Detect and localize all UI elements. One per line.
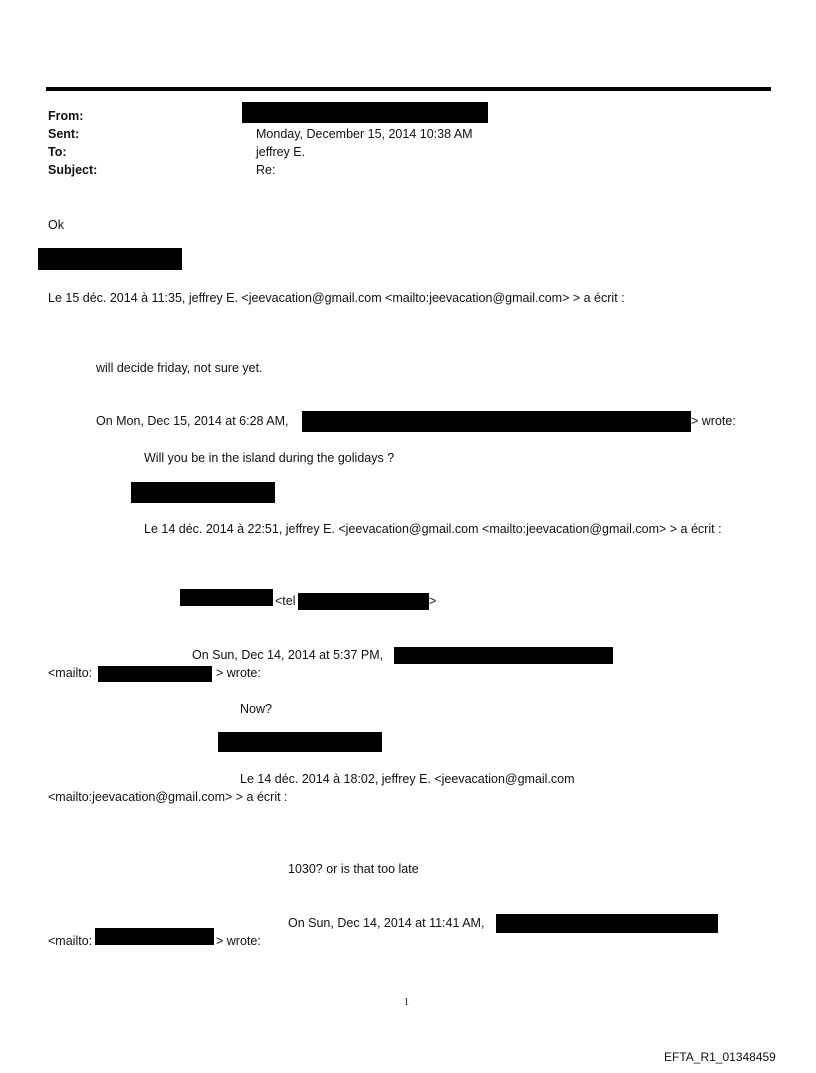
signature-redaction-2 [131,482,275,503]
signature-redaction-3 [218,732,382,752]
sent-label: Sent: [48,127,80,141]
mailto-redaction-4 [98,666,212,682]
document-id: EFTA_R1_01348459 [664,1050,776,1064]
quote-intro-2-wrote: > wrote: [691,414,736,428]
tel-redaction [298,593,429,610]
quote-intro-6-wrote: > wrote: [216,934,261,948]
to-value: jeffrey E. [256,145,306,159]
tel-suffix: > [429,594,437,608]
quote-intro-5-line1: Le 14 déc. 2014 à 18:02, jeffrey E. <jeevacation@gmail.com [240,772,575,786]
from-label: From: [48,109,84,123]
quote-intro-6-mailto: <mailto: [48,934,93,948]
quote-intro-3: Le 14 déc. 2014 à 22:51, jeffrey E. <jeevacation@gmail.com <mailto:jeevacation@gmail.com> > a écrit : [144,522,722,536]
tel-prefix: <tel [275,594,296,608]
quote-intro-4-mailto: <mailto: [48,666,93,680]
mailto-redaction-6 [95,928,214,945]
quote-intro-5-line2: <mailto:jeevacation@gmail.com> > a écrit : [48,790,288,804]
message-now: Now? [240,702,272,716]
subject-label: Subject: [48,163,98,177]
message-1030: 1030? or is that too late [288,862,419,876]
name-redaction [180,589,273,606]
quote-intro-2: On Mon, Dec 15, 2014 at 6:28 AM, [96,414,289,428]
to-label: To: [48,145,67,159]
message-island: Will you be in the island during the golidays ? [144,451,395,465]
quote-intro-1: Le 15 déc. 2014 à 11:35, jeffrey E. <jeevacation@gmail.com <mailto:jeevacation@gmail.com> > a écrit : [48,291,625,305]
sender-redaction-6 [496,914,718,933]
reply-text: Ok [48,218,64,232]
quote-intro-4-wrote: > wrote: [216,666,261,680]
quote-intro-4: On Sun, Dec 14, 2014 at 5:37 PM, [192,648,384,662]
signature-redaction [38,248,182,270]
sent-value: Monday, December 15, 2014 10:38 AM [256,127,473,141]
quote-intro-6: On Sun, Dec 14, 2014 at 11:41 AM, [288,916,485,930]
subject-value: Re: [256,163,276,177]
sender-redaction-4 [394,647,613,664]
from-redaction [242,102,488,123]
sender-redaction-2 [302,411,691,432]
message-friday: will decide friday, not sure yet. [96,361,263,375]
header-rule [46,87,771,91]
page-number: 1 [404,997,409,1008]
